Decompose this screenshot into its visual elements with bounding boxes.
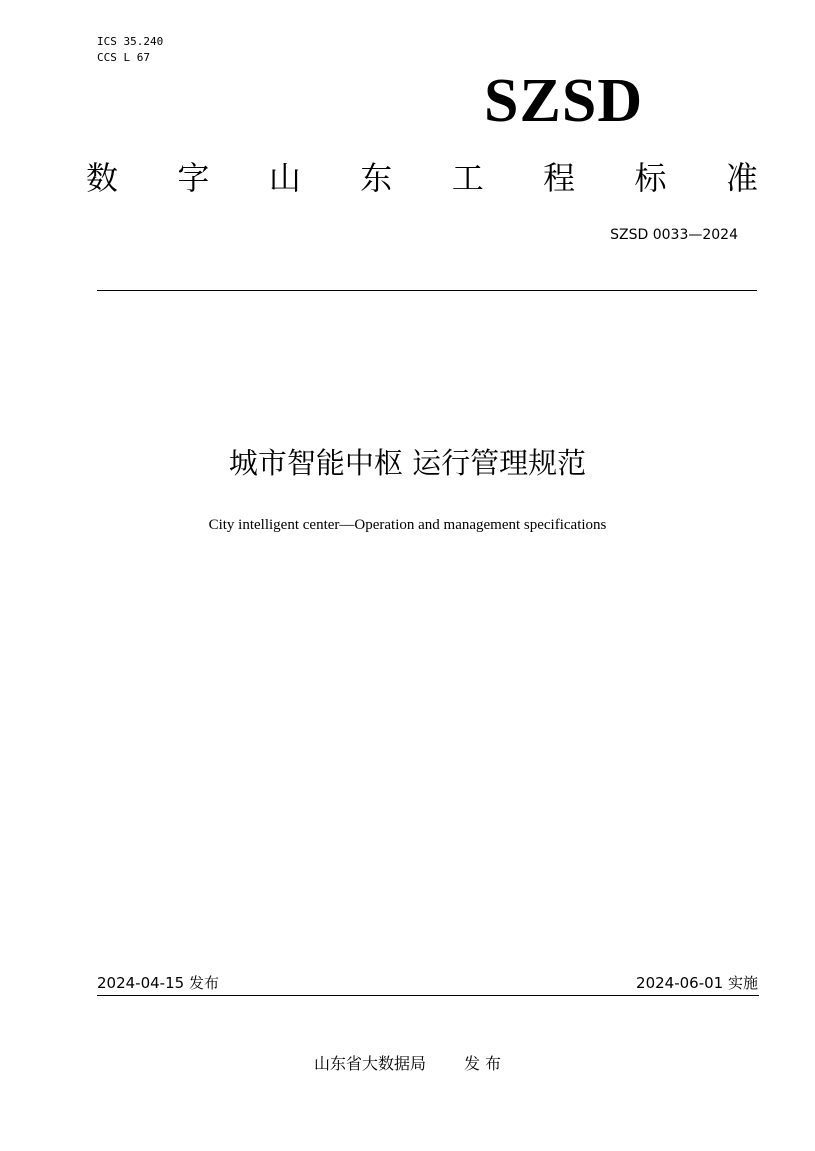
standard-class-char: 东 — [360, 159, 393, 197]
standard-class-heading — [86, 153, 758, 203]
standard-class-char: 程 — [543, 159, 576, 197]
implementation-date: 2024-06-01 实施 — [636, 974, 758, 992]
publisher-line — [0, 1052, 815, 1076]
publisher-name: 山东省大数据局 — [313, 1054, 426, 1073]
document-title-english: City intelligent center—Operation and management specifications — [208, 517, 607, 533]
ccs-code: CCS L 67 — [97, 51, 150, 64]
ics-code: ICS 35.240 — [97, 35, 164, 48]
bottom-divider — [97, 995, 759, 996]
standard-class-char: 标 — [634, 159, 667, 197]
standard-class-char: 数 — [86, 159, 119, 197]
standard-class-char: 山 — [268, 159, 301, 197]
standard-class-char: 准 — [725, 159, 758, 197]
standard-class-char: 工 — [451, 159, 484, 197]
publisher-action: 发 布 — [463, 1054, 502, 1073]
standard-number: SZSD 0033—2024 — [610, 227, 738, 243]
standard-class-char: 字 — [177, 159, 210, 197]
issue-date: 2024-04-15 发布 — [97, 974, 219, 992]
classification-codes — [97, 34, 163, 66]
document-title-chinese: 城市智能中枢 运行管理规范 — [228, 446, 587, 480]
standard-logo: SZSD — [484, 67, 644, 135]
top-divider — [97, 290, 757, 291]
